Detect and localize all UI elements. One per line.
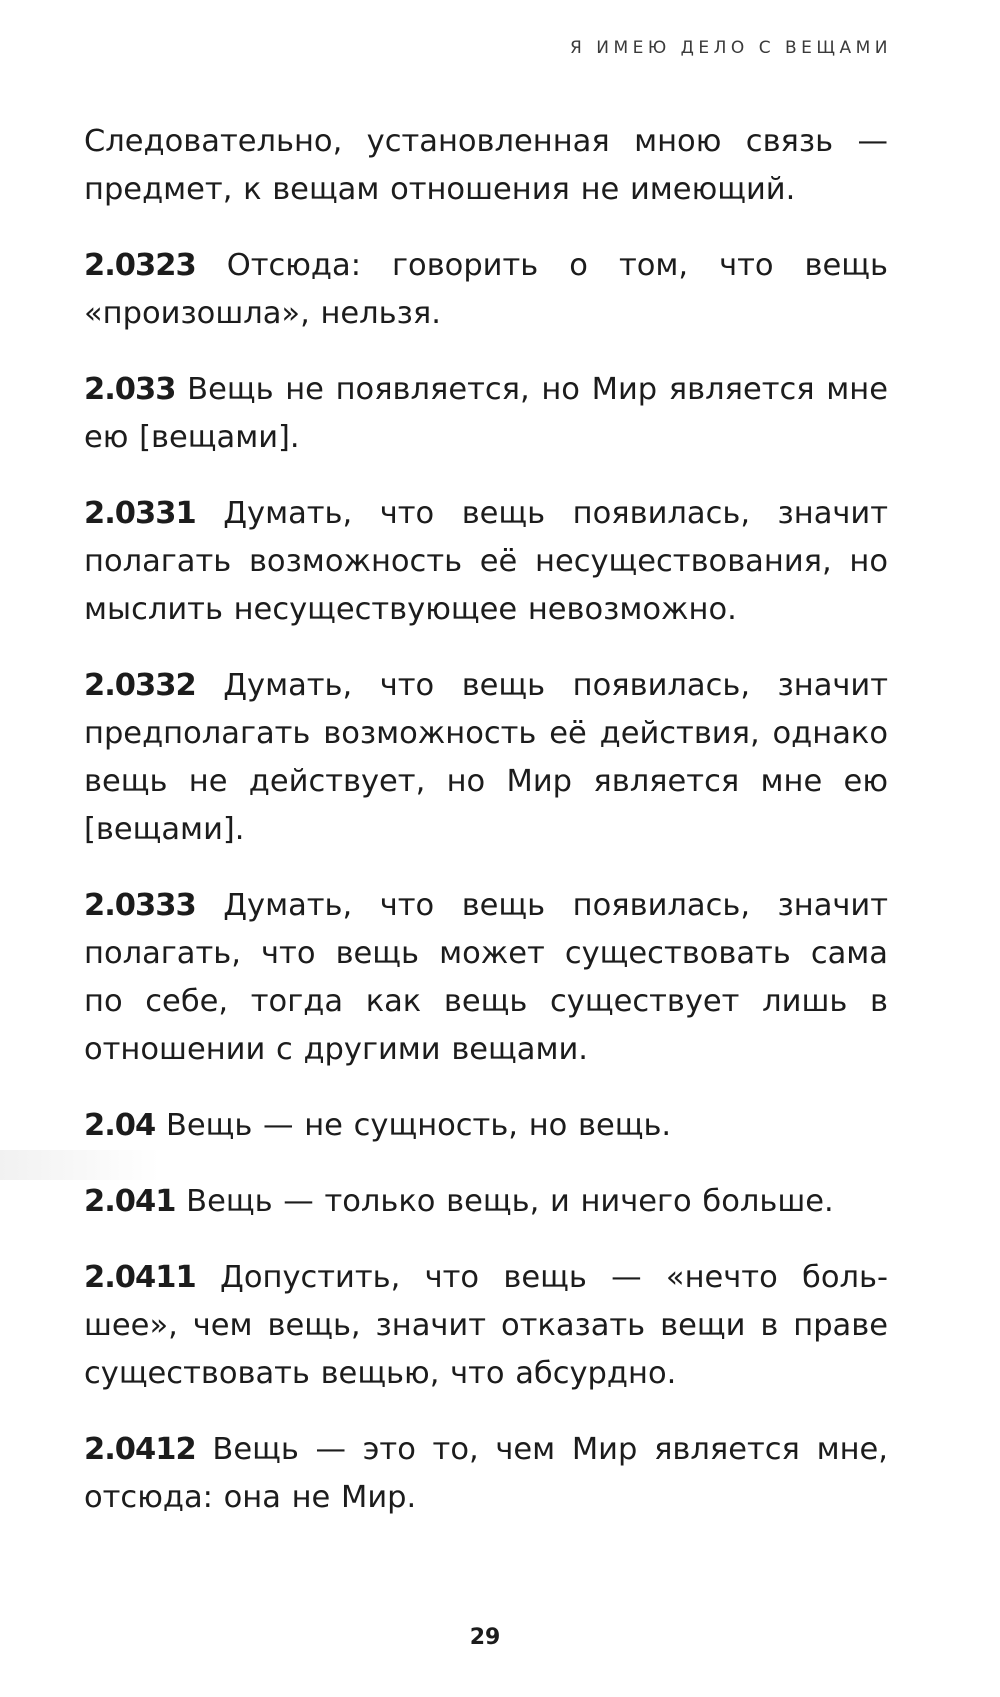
page-number: 29 [469,1625,501,1650]
section-number: 2.0332 [84,668,196,703]
section-number: 2.0411 [84,1260,196,1295]
paragraph [84,1426,888,1522]
paragraph [84,118,888,214]
section-number: 2.0331 [84,496,196,531]
paragraph-text: Вещь — это то, чем Мир является мне, отсюда: она не Мир. [84,1432,888,1515]
paragraph [84,662,888,854]
section-number: 2.0333 [84,888,196,923]
paragraph-text: Допустить, что вещь — «нечто большее», чем вещь, значит отказать вещи в праве существовать вещью, что абсурдно. [84,1260,888,1391]
section-number: 2.033 [84,372,176,407]
paragraph [84,1254,888,1398]
paragraph-text: Следовательно, установленная мною связь — предмет, к вещам отношения не имеющий. [84,124,888,207]
paragraph [84,1102,888,1150]
paragraph [84,1178,888,1226]
paragraph-text: Думать, что вещь появилась, значит полагать, что вещь может существовать сама по себе, тогда как вещь существует лишь в отношении с другими вещами. [84,888,888,1067]
paragraph-text: Вещь — только вещь, и ничего больше. [175,1184,834,1219]
paragraph-text: Думать, что вещь появилась, значит полагать возможность её несуществования, но мыслить несуществующее невозможно. [84,496,888,627]
paragraph-text: Вещь не появляется, но Мир является мне ею [вещами]. [84,372,888,455]
paragraph [84,366,888,462]
paragraph-text: Думать, что вещь появилась, значит предполагать возможность её действия, однако вещь не действует, но Мир является мне ею [вещами]. [84,668,888,847]
paragraph [84,242,888,338]
section-number: 2.041 [84,1184,176,1219]
running-header: Я ИМЕЮ ДЕЛО С ВЕЩАМИ [570,38,892,58]
paragraph-text: Вещь — не сущность, но вещь. [155,1108,672,1143]
paragraph [84,490,888,634]
paragraph-text: Отсюда: говорить о том, что вещь «произошла», нельзя. [84,248,888,331]
section-number: 2.04 [84,1108,156,1143]
section-number: 2.0412 [84,1432,196,1467]
section-number: 2.0323 [84,248,196,283]
paragraph [84,882,888,1074]
body-text [84,118,888,1550]
